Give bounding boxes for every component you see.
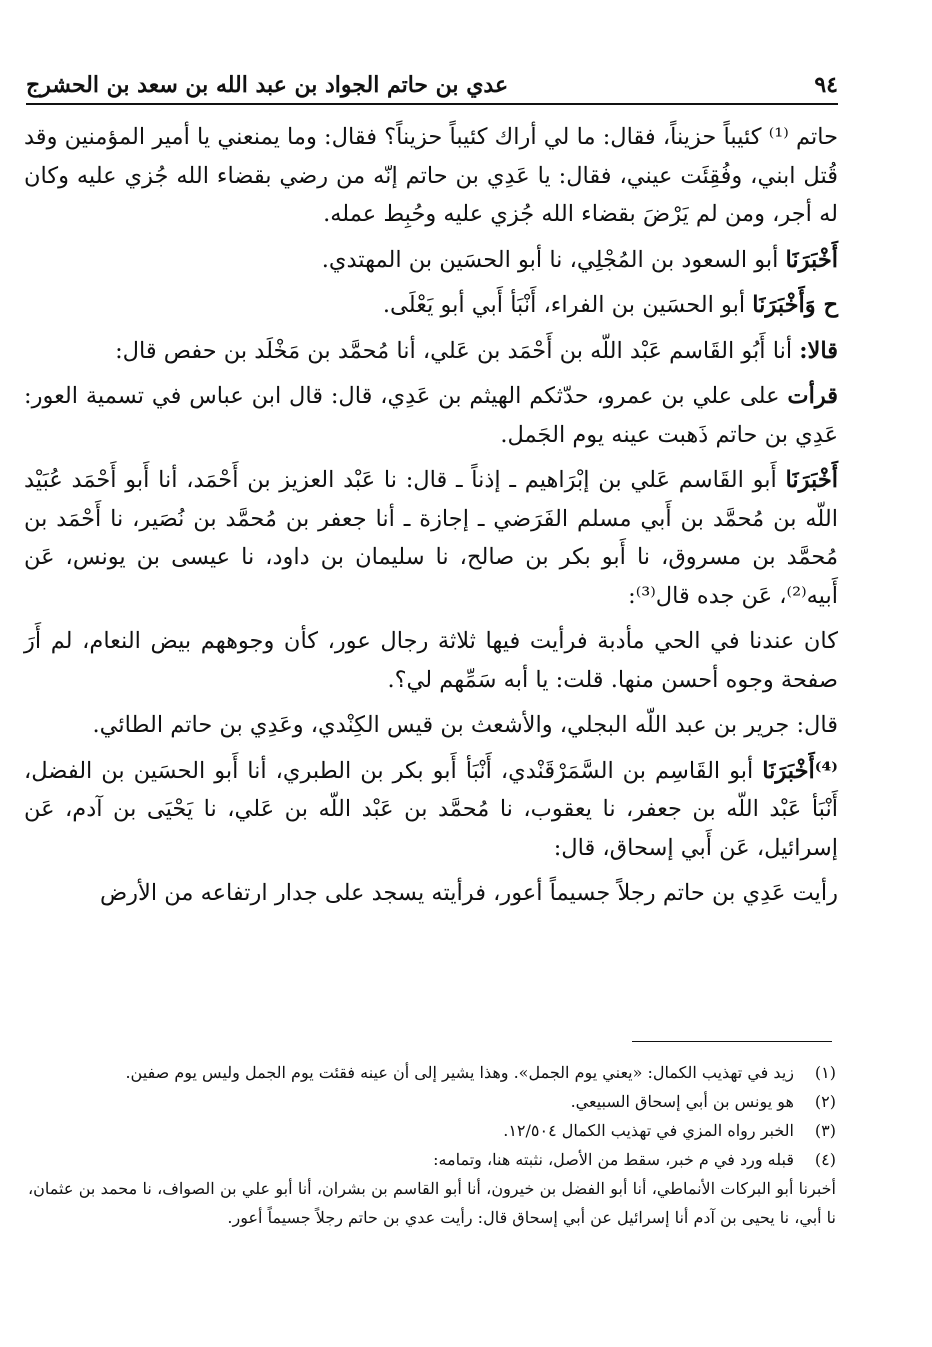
paragraph: ح وَأَخْبَرَنَا أبو الحسَين بن الفراء، أَنْبَأ أَبي أبو يَعْلَى. xyxy=(382,292,838,318)
footnotes xyxy=(28,1058,836,1232)
paragraph: قرأت على علي بن عمرو، حدّثكم الهيثم بن عَدِي، قال: قال ابن عباس في تسمية العور: عَدِي بن حاتم ذَهبت عينه يوم الجَمل. xyxy=(24,383,838,448)
footnote-separator xyxy=(632,1041,832,1042)
page-number: ٩٤ xyxy=(814,72,838,98)
footnote: (٣) الخبر رواه المزي في تهذيب الكمال ١٢/٥٠٤. xyxy=(503,1121,836,1140)
page-header xyxy=(26,58,838,98)
paragraph: أَخْبَرَنَا أَبو القَاسم عَلي بن إبْرَاهيم ـ إذناً ـ قال: نا عَبْد العزيز بن أَحْمَد، أنا أَبو أَحْمَد عُبَيْد اللّه بن مُحمَّد بن أَبي مسلم الفَرَضي ـ إجازة ـ أنا جعفر بن مُحمَّد بن نُصَير، نا أَحْمَد بن مُحمَّد بن مسروق، نا أَبو بكر بن صالح، نا سليمان بن داود، نا عيسى بن يونس، عَن أَبيه⁽²⁾، عَن جده قال⁽³⁾: xyxy=(24,467,838,609)
footnote: (٢) هو يونس بن أبي إسحاق السبيعي. xyxy=(570,1092,836,1111)
main-text xyxy=(24,118,838,920)
header-rule xyxy=(26,103,838,105)
paragraph: كان عندنا في الحي مأدبة فرأيت فيها ثلاثة رجال عور، كأن وجوههم بيض النعام، لم أَرَ صفحة وجوه أحسن منها. قلت: يا أبه سَمِّهم لي؟. xyxy=(24,628,838,693)
paragraph: قالا: أنا أَبُو القَاسم عَبْد اللّه بن أَحْمَد بن عَلي، أنا مُحمَّد بن مَخْلَد بن حفص قال: xyxy=(115,337,838,364)
paragraph: قال: جرير بن عبد اللّه البجلي، والأشعث بن قيس الكِنْدي، وعَدِي بن حاتم الطائي. xyxy=(92,712,838,738)
running-title: عدي بن حاتم الجواد بن عبد الله بن سعد بن الحشرج xyxy=(26,72,509,98)
paragraph: رأيت عَدِي بن حاتم رجلاً جسيماً أعور، فرأيته يسجد على جدار ارتفاعه من الأرض xyxy=(99,880,838,906)
paragraph: ⁽⁴⁾أَخْبَرَنَا أبو القَاسِم بن السَّمَرْقَنْدي، أَنْبَأ أَبو بكر بن الطبري، أنا أَبو الحسَين بن الفضل، أَنْبَأ عَبْد اللّه بن جعفر، نا يعقوب، نا مُحمَّد بن عَبْد اللّه بن عَلي، نا يَحْيَى بن آدم، عَن إسرائيل، عَن أَبي إسحاق، قال: xyxy=(24,757,838,861)
footnote: (١) زيد في تهذيب الكمال: «يعني يوم الجمل». وهذا يشير إلى أن عينه فقئت يوم الجمل وليس يوم صفين. xyxy=(125,1063,836,1082)
paragraph: أَخْبَرَنَا أبو السعود بن المُجْلِي، نا أبو الحسَين بن المهتدي. xyxy=(321,246,838,273)
footnote-continuation: أخبرنا أبو البركات الأنماطي، أنا أبو الفضل بن خيرون، أنا أبو القاسم بن بشران، أنا أبو علي بن الصواف، نا محمد بن عثمان، نا أبي، نا يحيى بن آدم أنا إسرائيل عن أبي إسحاق قال: رأيت عدي بن حاتم رجلاً جسيماً أعور. xyxy=(28,1179,837,1227)
paragraph: حاتم ⁽¹⁾ كئيباً حزيناً، فقال: ما لي أراك كئيباً حزيناً؟ فقال: وما يمنعني يا أمير المؤمنين وقد قُتل ابني، وفُقِئَت عيني، فقال: يا عَدِي بن حاتم إنّه من رضي بقضاء الله جُزي عليه وكان له أجر، ومن لم يَرْضَ بقضاء الله جُزي عليه وحُبِط عمله. xyxy=(24,124,838,227)
footnote: (٤) قبله ورد في م خبر، سقط من الأصل، نثبته هنا، وتمامه: xyxy=(433,1150,836,1169)
